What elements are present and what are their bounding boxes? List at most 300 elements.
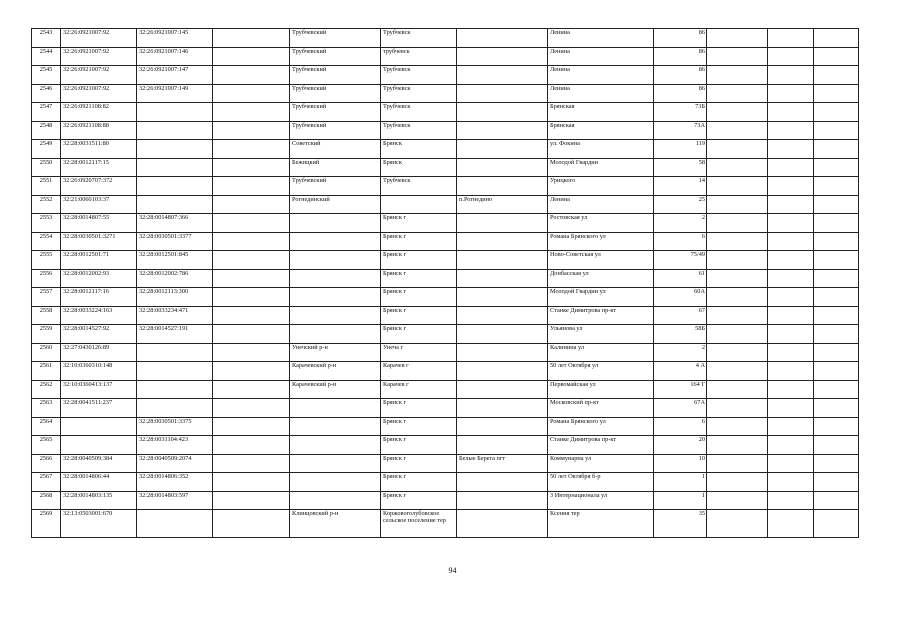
table-cell — [213, 103, 290, 122]
table-row — [32, 510, 859, 538]
table-cell — [213, 473, 290, 492]
table-cell: Урицкого — [548, 177, 654, 196]
table-cell: 73А — [654, 121, 707, 140]
table-cell: 32:26:0920707:372 — [61, 177, 137, 196]
table-row — [32, 121, 859, 140]
table-cell: Трубчевск — [381, 84, 457, 103]
table-cell: 50 лет Октября ул — [548, 362, 654, 381]
table-row — [32, 177, 859, 196]
table-cell: 32:26:0921007:145 — [137, 29, 213, 48]
table-cell — [457, 232, 548, 251]
table-cell — [457, 417, 548, 436]
table-cell: 32:28:0012113:300 — [137, 288, 213, 307]
table-cell — [707, 232, 768, 251]
table-cell — [768, 214, 814, 233]
table-cell: Московский пр-кт — [548, 399, 654, 418]
table-cell: 32:26:0921007:149 — [137, 84, 213, 103]
table-cell — [707, 269, 768, 288]
table-cell: Карачев г — [381, 362, 457, 381]
table-cell — [457, 491, 548, 510]
table-cell: 2557 — [32, 288, 61, 307]
table-cell: Брянск г — [381, 473, 457, 492]
table-cell: Брянск — [381, 140, 457, 159]
table-cell: 2555 — [32, 251, 61, 270]
table-cell — [213, 214, 290, 233]
table-cell — [768, 177, 814, 196]
table-cell — [768, 103, 814, 122]
table-cell: 10 — [654, 454, 707, 473]
table-cell — [814, 103, 859, 122]
table-cell — [290, 232, 381, 251]
table-row — [32, 47, 859, 66]
table-cell — [814, 66, 859, 85]
table-cell — [457, 362, 548, 381]
table-cell: 32:28:0012002:786 — [137, 269, 213, 288]
table-cell — [814, 362, 859, 381]
table-cell — [768, 269, 814, 288]
table-cell: Карачевский р-н — [290, 362, 381, 381]
table-cell — [457, 177, 548, 196]
table-cell — [457, 269, 548, 288]
table-cell — [814, 288, 859, 307]
table-cell — [290, 214, 381, 233]
table-cell — [768, 362, 814, 381]
table-cell — [137, 121, 213, 140]
table-cell: 32:28:0014803:135 — [61, 491, 137, 510]
table-cell: 2567 — [32, 473, 61, 492]
table-cell — [290, 288, 381, 307]
table-row — [32, 103, 859, 122]
table-cell: Трубчевск — [381, 103, 457, 122]
table-cell: Ленина — [548, 66, 654, 85]
table-cell: 32:28:0014807:55 — [61, 214, 137, 233]
table-cell: 2564 — [32, 417, 61, 436]
table-row — [32, 140, 859, 159]
table-cell — [213, 251, 290, 270]
table-cell — [61, 436, 137, 455]
table-cell: 119 — [654, 140, 707, 159]
table-cell — [457, 510, 548, 538]
table-cell — [137, 380, 213, 399]
table-cell — [707, 140, 768, 159]
table-cell — [768, 47, 814, 66]
table-cell: Коммунарна ул — [548, 454, 654, 473]
registry-table — [31, 28, 859, 538]
table-row — [32, 66, 859, 85]
table-cell — [707, 380, 768, 399]
table-cell — [290, 325, 381, 344]
table-cell: 2550 — [32, 158, 61, 177]
table-cell — [457, 380, 548, 399]
table-cell: Трубчевский — [290, 29, 381, 48]
table-cell — [768, 436, 814, 455]
table-cell — [213, 84, 290, 103]
table-cell: 58 — [654, 158, 707, 177]
table-cell — [213, 380, 290, 399]
table-cell — [457, 29, 548, 48]
table-cell — [814, 417, 859, 436]
table-cell — [707, 306, 768, 325]
table-cell — [707, 177, 768, 196]
table-cell: 32:26:0921007:92 — [61, 47, 137, 66]
table-cell — [768, 343, 814, 362]
table-cell — [457, 473, 548, 492]
table-cell — [457, 343, 548, 362]
table-cell: 32:28:0012501:845 — [137, 251, 213, 270]
table-cell: Первомайская ул — [548, 380, 654, 399]
table-cell — [137, 158, 213, 177]
table-cell: Романа Брянского ул — [548, 232, 654, 251]
table-cell: 2549 — [32, 140, 61, 159]
table-cell — [768, 232, 814, 251]
table-cell — [768, 510, 814, 538]
table-cell: Донбасская ул — [548, 269, 654, 288]
table-cell — [814, 251, 859, 270]
table-cell — [290, 399, 381, 418]
table-cell — [768, 251, 814, 270]
table-row — [32, 214, 859, 233]
table-cell: Брянская — [548, 103, 654, 122]
table-cell: Унечский р-н — [290, 343, 381, 362]
table-cell: 32:28:0014807:366 — [137, 214, 213, 233]
table-cell — [213, 121, 290, 140]
table-cell: 2566 — [32, 454, 61, 473]
table-cell: 3 Интернационала ул — [548, 491, 654, 510]
table-cell: Брянск г — [381, 232, 457, 251]
table-cell: 2563 — [32, 399, 61, 418]
table-cell: 164 Г — [654, 380, 707, 399]
table-cell — [457, 47, 548, 66]
table-cell — [814, 491, 859, 510]
table-cell — [457, 140, 548, 159]
table-cell: Калинина ул — [548, 343, 654, 362]
table-cell — [768, 29, 814, 48]
table-cell — [213, 436, 290, 455]
table-body — [32, 29, 859, 538]
table-cell: Брянск г — [381, 214, 457, 233]
table-cell: Брянск — [381, 158, 457, 177]
table-cell: Молодой Гвардии — [548, 158, 654, 177]
table-cell — [814, 232, 859, 251]
table-cell: 2565 — [32, 436, 61, 455]
table-cell: Белые Берега пгт — [457, 454, 548, 473]
table-cell — [814, 158, 859, 177]
table-cell: Брянск г — [381, 417, 457, 436]
table-row — [32, 399, 859, 418]
table-cell: 32:10:0360310:148 — [61, 362, 137, 381]
table-cell: 32:10:0360413:137 — [61, 380, 137, 399]
table-cell: 32:28:0040509:2074 — [137, 454, 213, 473]
table-cell: 2558 — [32, 306, 61, 325]
table-cell: Ленина — [548, 84, 654, 103]
table-cell: 32:28:0031104:423 — [137, 436, 213, 455]
table-cell — [137, 195, 213, 214]
table-row — [32, 325, 859, 344]
table-cell — [457, 399, 548, 418]
table-cell — [457, 325, 548, 344]
page-number: 94 — [448, 566, 457, 575]
table-cell — [768, 325, 814, 344]
table-cell: Станке Димитрова пр-кт — [548, 306, 654, 325]
table-cell: Трубчевск — [381, 177, 457, 196]
table-cell: Брянск г — [381, 454, 457, 473]
table-cell: Трубчевский — [290, 84, 381, 103]
table-cell — [213, 510, 290, 538]
table-cell — [814, 121, 859, 140]
table-cell: 32:28:0030501:3375 — [137, 417, 213, 436]
table-cell: 2545 — [32, 66, 61, 85]
table-cell: Карачевский р-н — [290, 380, 381, 399]
table-cell — [213, 47, 290, 66]
table-cell: Советский — [290, 140, 381, 159]
table-cell: 14 — [654, 177, 707, 196]
table-cell: Ксения тер — [548, 510, 654, 538]
table-cell: 2562 — [32, 380, 61, 399]
table-cell: Романа Брянского ул — [548, 417, 654, 436]
table-row — [32, 491, 859, 510]
table-cell — [768, 473, 814, 492]
table-cell: 86 — [654, 66, 707, 85]
table-cell: 20 — [654, 436, 707, 455]
table-cell: 32:26:0921108:82 — [61, 103, 137, 122]
table-cell — [814, 343, 859, 362]
table-cell — [137, 140, 213, 159]
table-cell — [707, 195, 768, 214]
table-cell — [290, 251, 381, 270]
table-cell — [137, 177, 213, 196]
table-cell — [768, 140, 814, 159]
table-cell: Брянск г — [381, 288, 457, 307]
table-cell: 32:26:0921007:92 — [61, 84, 137, 103]
table-row — [32, 417, 859, 436]
table-cell: 32:28:0041511:237 — [61, 399, 137, 418]
table-cell: 32:28:0033234:471 — [137, 306, 213, 325]
table-cell: Брянск г — [381, 325, 457, 344]
table-cell: трубчевск — [381, 47, 457, 66]
table-cell: 25 — [654, 195, 707, 214]
table-cell: 32:28:0040509:384 — [61, 454, 137, 473]
table-cell: Молодой Гвардии ул — [548, 288, 654, 307]
table-cell — [707, 436, 768, 455]
table-cell: 1 — [654, 473, 707, 492]
table-cell — [213, 177, 290, 196]
table-cell — [213, 306, 290, 325]
table-row — [32, 232, 859, 251]
table-cell: Ростовская ул — [548, 214, 654, 233]
table-cell — [137, 510, 213, 538]
table-cell: 35 — [654, 510, 707, 538]
table-cell — [213, 195, 290, 214]
table-cell — [213, 140, 290, 159]
table-cell — [768, 158, 814, 177]
table-cell: Брянск г — [381, 491, 457, 510]
table-cell — [768, 121, 814, 140]
table-cell — [290, 436, 381, 455]
table-cell: 67А — [654, 399, 707, 418]
table-cell — [768, 380, 814, 399]
table-cell: Трубчевский — [290, 121, 381, 140]
table-cell: Ново-Советская ул — [548, 251, 654, 270]
table-cell — [213, 491, 290, 510]
table-row — [32, 29, 859, 48]
table-cell — [707, 47, 768, 66]
table-cell: 32:28:0014527:191 — [137, 325, 213, 344]
table-cell — [768, 399, 814, 418]
table-cell: 32:21:0060103:37 — [61, 195, 137, 214]
table-cell — [707, 362, 768, 381]
table-cell: 32:28:0012117:16 — [61, 288, 137, 307]
table-cell: 32:26:0921007:92 — [61, 66, 137, 85]
table-cell — [814, 399, 859, 418]
table-row — [32, 158, 859, 177]
table-cell: Брянск г — [381, 399, 457, 418]
table-cell: Коржовоголубовское сельское поселение тер — [381, 510, 457, 538]
table-cell: 32:28:0012117:15 — [61, 158, 137, 177]
table-cell — [814, 29, 859, 48]
table-cell — [213, 399, 290, 418]
table-cell — [457, 306, 548, 325]
table-cell — [814, 306, 859, 325]
table-cell: Брянск г — [381, 436, 457, 455]
table-cell — [457, 436, 548, 455]
table-cell — [814, 47, 859, 66]
table-cell: Бежицкий — [290, 158, 381, 177]
table-cell: 2553 — [32, 214, 61, 233]
table-cell — [137, 399, 213, 418]
table-cell: 32:28:0012501:71 — [61, 251, 137, 270]
table-cell — [213, 454, 290, 473]
table-cell: 67 — [654, 306, 707, 325]
table-cell: 32:28:0014806:352 — [137, 473, 213, 492]
table-cell: 32:13:0503001:670 — [61, 510, 137, 538]
table-cell — [290, 417, 381, 436]
table-row — [32, 343, 859, 362]
table-cell: 86 — [654, 29, 707, 48]
table-cell: 32:28:0014806:44 — [61, 473, 137, 492]
table-cell: 1 — [654, 491, 707, 510]
table-cell — [213, 269, 290, 288]
table-cell — [814, 325, 859, 344]
table-cell: 6 — [654, 417, 707, 436]
table-cell: 32:28:0030501:3377 — [137, 232, 213, 251]
table-cell: 2554 — [32, 232, 61, 251]
table-cell — [457, 103, 548, 122]
table-cell: 2560 — [32, 343, 61, 362]
table-cell — [290, 473, 381, 492]
table-cell: 32:27:0430126:89 — [61, 343, 137, 362]
table-row — [32, 473, 859, 492]
table-cell — [290, 454, 381, 473]
table-cell: Ленина — [548, 195, 654, 214]
table-cell: Ленина — [548, 47, 654, 66]
table-cell: Брянск г — [381, 251, 457, 270]
table-row — [32, 306, 859, 325]
table-cell — [707, 158, 768, 177]
table-cell — [814, 436, 859, 455]
table-cell — [213, 362, 290, 381]
table-cell — [457, 214, 548, 233]
table-cell: 4 А — [654, 362, 707, 381]
table-cell: Клинцовский р-н — [290, 510, 381, 538]
table-cell: 2556 — [32, 269, 61, 288]
table-cell — [213, 29, 290, 48]
table-cell: 32:26:0921007:147 — [137, 66, 213, 85]
table-cell: 32:28:0014803:597 — [137, 491, 213, 510]
table-cell: 2561 — [32, 362, 61, 381]
table-cell: 86 — [654, 84, 707, 103]
table-cell — [707, 473, 768, 492]
table-cell — [290, 491, 381, 510]
table-cell: 32:28:0014527:92 — [61, 325, 137, 344]
table-cell — [707, 84, 768, 103]
table-cell — [290, 306, 381, 325]
table-row — [32, 269, 859, 288]
table-cell: 58Б — [654, 325, 707, 344]
table-cell: п.Рогнедино — [457, 195, 548, 214]
table-cell: 2569 — [32, 510, 61, 538]
table-cell — [768, 66, 814, 85]
table-cell — [707, 417, 768, 436]
table-cell: Карачев г — [381, 380, 457, 399]
table-cell: Трубчевск — [381, 29, 457, 48]
table-cell: 32:26:0921007:92 — [61, 29, 137, 48]
table-cell — [457, 288, 548, 307]
table-row — [32, 454, 859, 473]
table-cell — [707, 66, 768, 85]
table-cell: 2551 — [32, 177, 61, 196]
table-cell: ул. Фокина — [548, 140, 654, 159]
table-cell — [290, 269, 381, 288]
table-cell: 2547 — [32, 103, 61, 122]
table-cell — [768, 84, 814, 103]
table-cell: 32:28:0031511:80 — [61, 140, 137, 159]
table-cell — [814, 84, 859, 103]
table-cell — [768, 454, 814, 473]
table-cell: 2544 — [32, 47, 61, 66]
table-row — [32, 288, 859, 307]
table-row — [32, 362, 859, 381]
table-cell — [707, 399, 768, 418]
table-cell: Брянск г — [381, 269, 457, 288]
table-cell — [137, 362, 213, 381]
table-cell: 32:28:0033224:163 — [61, 306, 137, 325]
table-cell — [457, 121, 548, 140]
table-cell — [814, 195, 859, 214]
table-cell — [707, 325, 768, 344]
table-cell — [707, 29, 768, 48]
table-cell — [707, 343, 768, 362]
table-cell: Станке Димитрова пр-кт — [548, 436, 654, 455]
table-cell: 2 — [654, 343, 707, 362]
table-cell: 73Б — [654, 103, 707, 122]
table-cell — [457, 66, 548, 85]
table-cell — [457, 84, 548, 103]
table-cell — [213, 288, 290, 307]
table-cell: 2 — [654, 214, 707, 233]
table-cell: 32:26:0921108:88 — [61, 121, 137, 140]
table-cell — [768, 195, 814, 214]
table-cell: 50 лет Октября б-р — [548, 473, 654, 492]
table-cell: 2568 — [32, 491, 61, 510]
table-cell: 2548 — [32, 121, 61, 140]
table-row — [32, 436, 859, 455]
table-cell: Трубчевский — [290, 66, 381, 85]
table-cell — [213, 343, 290, 362]
table-cell: 2559 — [32, 325, 61, 344]
table-cell — [814, 510, 859, 538]
table-cell — [457, 251, 548, 270]
table-cell: 2546 — [32, 84, 61, 103]
